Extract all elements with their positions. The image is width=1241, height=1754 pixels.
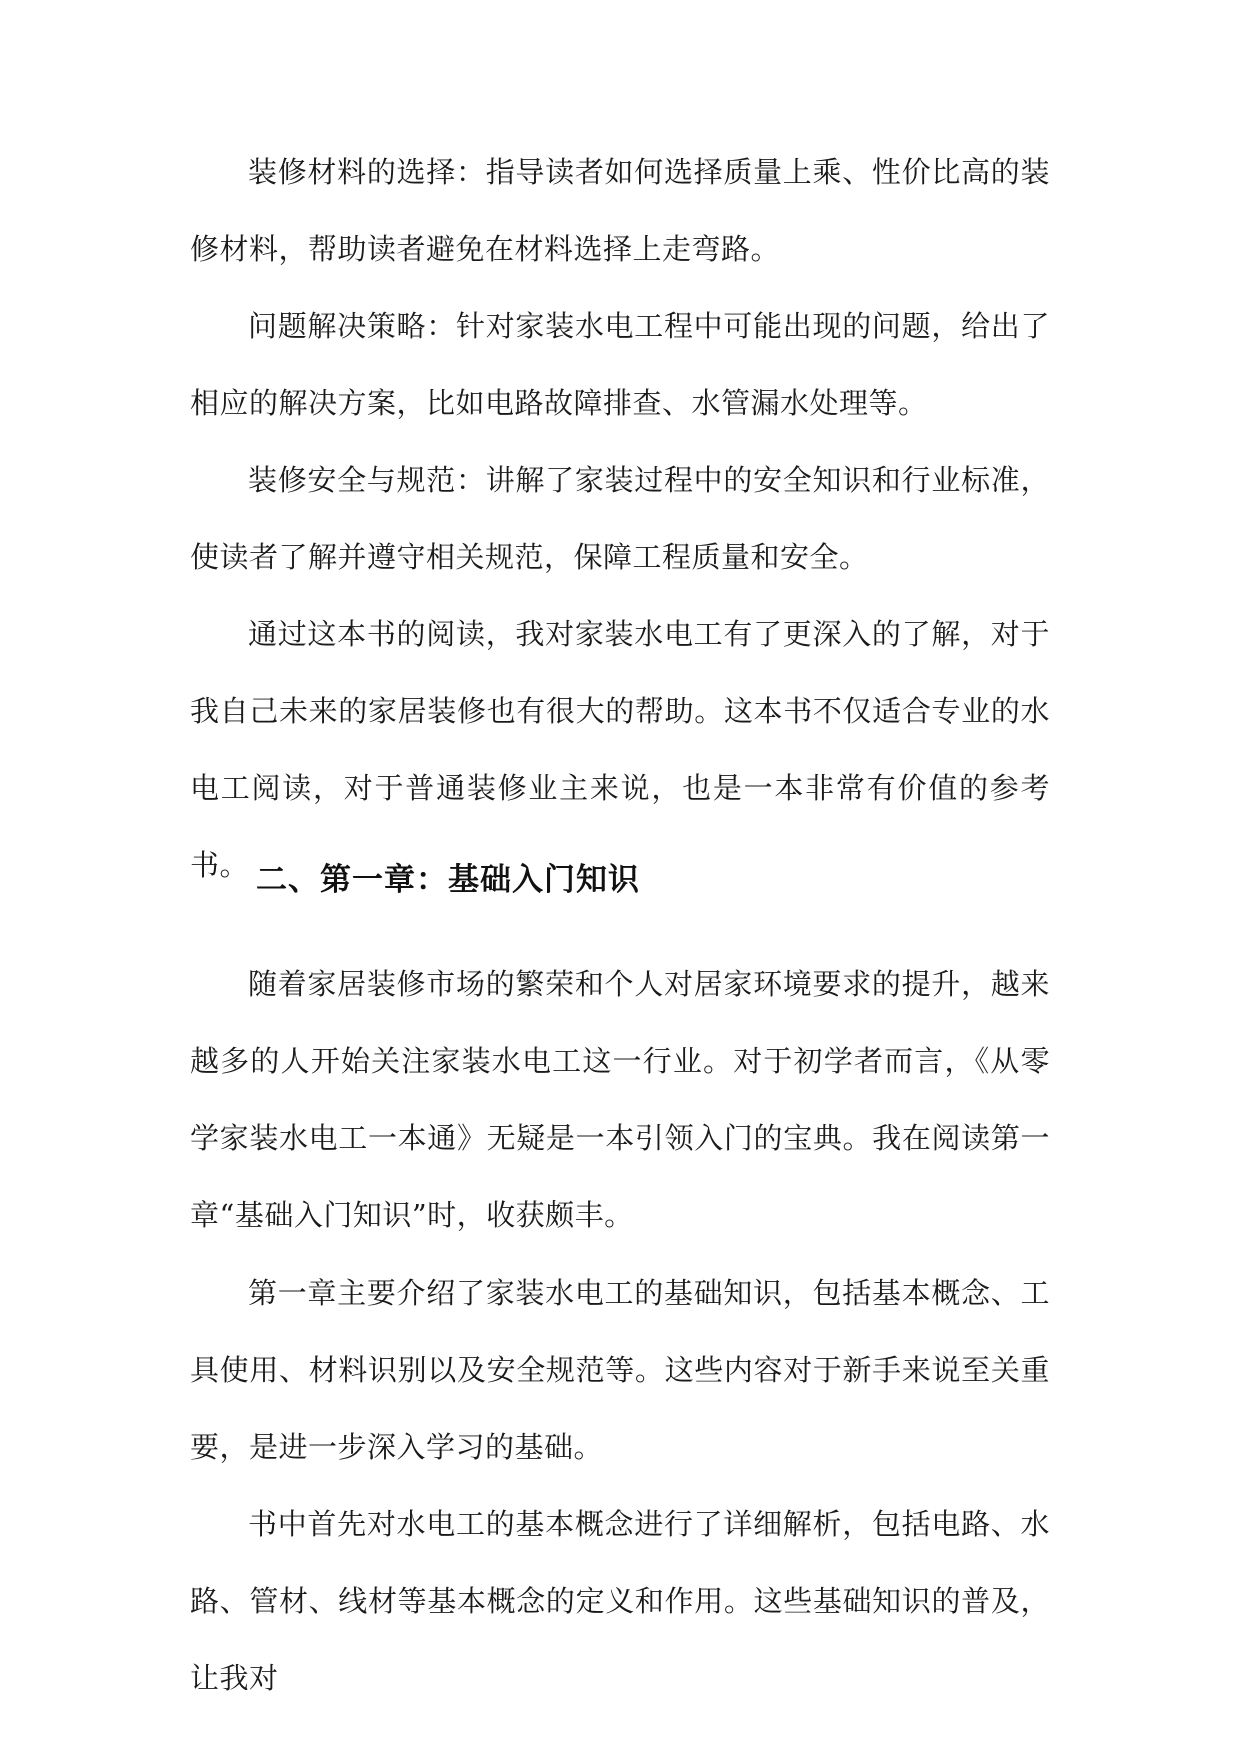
paragraph-material-selection: 装修材料的选择：指导读者如何选择质量上乘、性价比高的装修材料，帮助读者避免在材料选择上走弯路。 (190, 155, 1050, 266)
paragraph-reading-reflection: 通过这本书的阅读，我对家装水电工有了更深入的了解，对于我自己未来的家居装修也有很大的帮助。这本书不仅适合专业的水电工阅读，对于普通装修业主来说，也是一本非常有价值的参考书。 (190, 617, 1050, 882)
paragraph-chapter-intro: 随着家居装修市场的繁荣和个人对居家环境要求的提升，越来越多的人开始关注家装水电工这一行业。对于初学者而言，《从零学家装水电工一本通》无疑是一本引领入门的宝典。我在阅读第一章“基础入门知识”时，收获颇丰。 (190, 967, 1050, 1232)
paragraph-problem-solving: 问题解决策略：针对家装水电工程中可能出现的问题，给出了相应的解决方案，比如电路故障排查、水管漏水处理等。 (190, 309, 1050, 420)
section-heading: 二、第一章：基础入门知识 (256, 862, 640, 898)
paragraph-basic-concepts: 书中首先对水电工的基本概念进行了详细解析，包括电路、水路、管材、线材等基本概念的定义和作用。这些基础知识的普及，让我对 (190, 1507, 1050, 1695)
paragraph-safety-standards: 装修安全与规范：讲解了家装过程中的安全知识和行业标准，使读者了解并遵守相关规范，保障工程质量和安全。 (190, 463, 1050, 574)
paragraph-chapter-overview: 第一章主要介绍了家装水电工的基础知识，包括基本概念、工具使用、材料识别以及安全规范等。这些内容对于新手来说至关重要，是进一步深入学习的基础。 (190, 1276, 1050, 1464)
